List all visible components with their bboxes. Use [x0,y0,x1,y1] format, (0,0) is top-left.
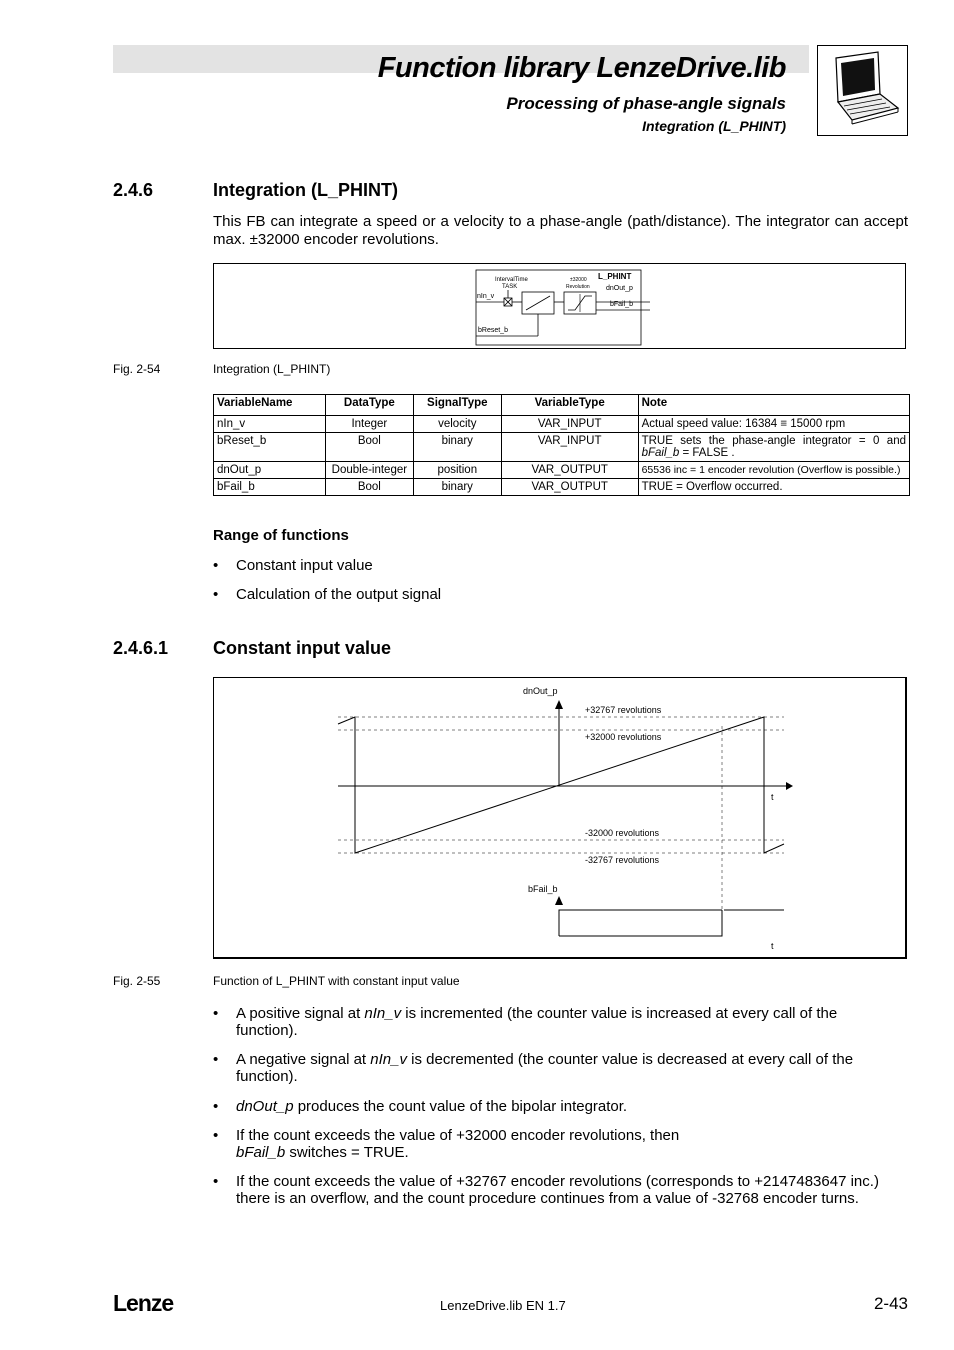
table-cell: bFail_b [214,479,326,496]
time-axis-label: t [771,792,774,802]
text-part: switches = TRUE. [285,1144,409,1161]
list-item-text: Calculation of the output signal [236,586,442,603]
note-line-1: TRUE sets the phase-angle integrator = 0 and [641,435,906,447]
fig1-caption-number: Fig. 2-54 [113,362,161,376]
revolution-label: Revolution [566,284,590,290]
table-cell: position [413,462,501,479]
range-label: ±32000 [570,277,587,283]
table-cell: Double-integer [325,462,413,479]
interval-time-label: IntervalTime [495,277,528,283]
list-item-text [236,1005,896,1039]
table-cell: Bool [325,479,413,496]
bullet-glyph: • [213,1127,219,1144]
table-cell: nIn_v [214,416,326,433]
page-subtitle: Processing of phase-angle signals [506,94,786,113]
table-cell: binary [413,433,501,462]
col-header: VariableType [501,395,638,416]
laptop-icon [817,45,908,136]
label-minus-32000: -32000 revolutions [585,828,660,838]
list-item-text [236,1051,896,1085]
table-cell: TRUE = Overflow occurred. [638,479,909,496]
table-cell: Bool [325,433,413,462]
subsection-title: Constant input value [213,638,392,658]
variable-ref: nIn_v [364,1005,402,1022]
fig2-caption-text: Function of L_PHINT with constant input value [213,974,460,988]
list-item [213,1051,903,1087]
table-row [214,433,910,462]
text-part: is decremented (the counter value is decreased at every call of the function). [236,1051,854,1085]
time-axis-label-2: t [771,941,774,951]
page-subsubtitle: Integration (L_PHINT) [642,118,786,134]
section-number: 2.4.6 [113,180,154,200]
label-plus-32767: +32767 revolutions [585,705,662,715]
text-part: produces the count value of the bipolar integrator. [293,1098,628,1115]
list-item [213,1173,903,1227]
col-header: SignalType [413,395,501,416]
variable-ref: nIn_v [370,1051,407,1068]
task-label: TASK [502,284,518,290]
page-title: Function library LenzeDrive.lib [377,52,786,84]
label-plus-32000: +32000 revolutions [585,732,662,742]
variable-ref: bFail_b [236,1144,286,1161]
subsection-number: 2.4.6.1 [113,638,169,658]
list-item-text: If the count exceeds the value of +32767 encoder revolutions (corresponds to +2147483647 inc.) there is an overflow, and the count procedure continues from a value of -32768 encoder turns. [236,1173,879,1207]
table-row [214,416,910,433]
text-part: If the count exceeds the value of +32000 encoder revolutions, then [236,1127,680,1144]
fail-axis-label: bFail_b [528,884,558,894]
table-cell: binary [413,479,501,496]
section-title: Integration (L_PHINT) [213,180,398,200]
table-cell: Actual speed value: 16384 ≡ 15000 rpm [638,416,909,433]
text-part: A positive signal at [236,1005,365,1022]
list-item-text [236,1098,896,1115]
input-nin-label: nIn_v [477,293,495,300]
table-cell: VAR_INPUT [501,416,638,433]
table-cell: VAR_OUTPUT [501,462,638,479]
y-axis-label: dnOut_p [523,686,558,696]
note-line-2 [642,447,906,459]
section-intro: This FB can integrate a speed or a velocity to a phase-angle (path/distance). The integrator can accept max. ±32000 encoder revolutions. [213,213,908,248]
table-cell: velocity [413,416,501,433]
page-number: 2-43 [873,1294,908,1313]
bullet-glyph: • [213,1173,219,1190]
fig1-caption-text: Integration (L_PHINT) [213,362,331,376]
list-item [213,1098,903,1118]
output-dnout-label: dnOut_p [606,285,633,292]
range-title: Range of functions [213,527,349,544]
table-header-row [214,395,910,416]
fig2-caption-number: Fig. 2-55 [113,974,161,988]
variable-table [213,394,910,496]
table-cell: Integer [325,416,413,433]
bullet-glyph: • [213,586,219,603]
fb-diagram-frame [213,263,906,349]
note-rest: = FALSE . [679,447,735,459]
table-row [214,462,910,479]
bullet-glyph: • [213,1005,219,1022]
col-header: Note [638,395,909,416]
list-item [213,557,903,577]
fb-diagram [214,264,905,348]
block-name: L_PHINT [598,272,632,281]
table-cell: bReset_b [214,433,326,462]
bullet-glyph: • [213,1051,219,1068]
note-italic: bFail_b [641,447,680,459]
list-item [213,1127,903,1163]
output-fail-label: bFail_b [610,301,633,308]
table-cell: VAR_INPUT [501,433,638,462]
list-item [213,586,903,606]
footer-doc: LenzeDrive.lib EN 1.7 [440,1298,566,1313]
table-cell [638,433,909,462]
table-cell: VAR_OUTPUT [501,479,638,496]
bullet-glyph: • [213,1098,219,1115]
table-cell: 65536 inc = 1 encoder revolution (Overflow is possible.) [638,462,909,479]
label-minus-32767: -32767 revolutions [585,855,660,865]
text-part: A negative signal at [236,1051,371,1068]
col-header: DataType [325,395,413,416]
brand-logo: Lenze [113,1290,174,1316]
timing-diagram-frame [213,677,907,959]
timing-diagram [214,678,906,958]
list-item-text [236,1127,896,1161]
list-item-text: Constant input value [236,557,373,574]
input-reset-label: bReset_b [478,327,508,334]
list-item [213,1005,903,1041]
table-cell: dnOut_p [214,462,326,479]
bullet-glyph: • [213,557,219,574]
table-row [214,479,910,496]
variable-ref: dnOut_p [236,1098,294,1115]
text-part: is incremented (the counter value is increased at every call of the function). [236,1005,838,1039]
col-header: VariableName [214,395,326,416]
